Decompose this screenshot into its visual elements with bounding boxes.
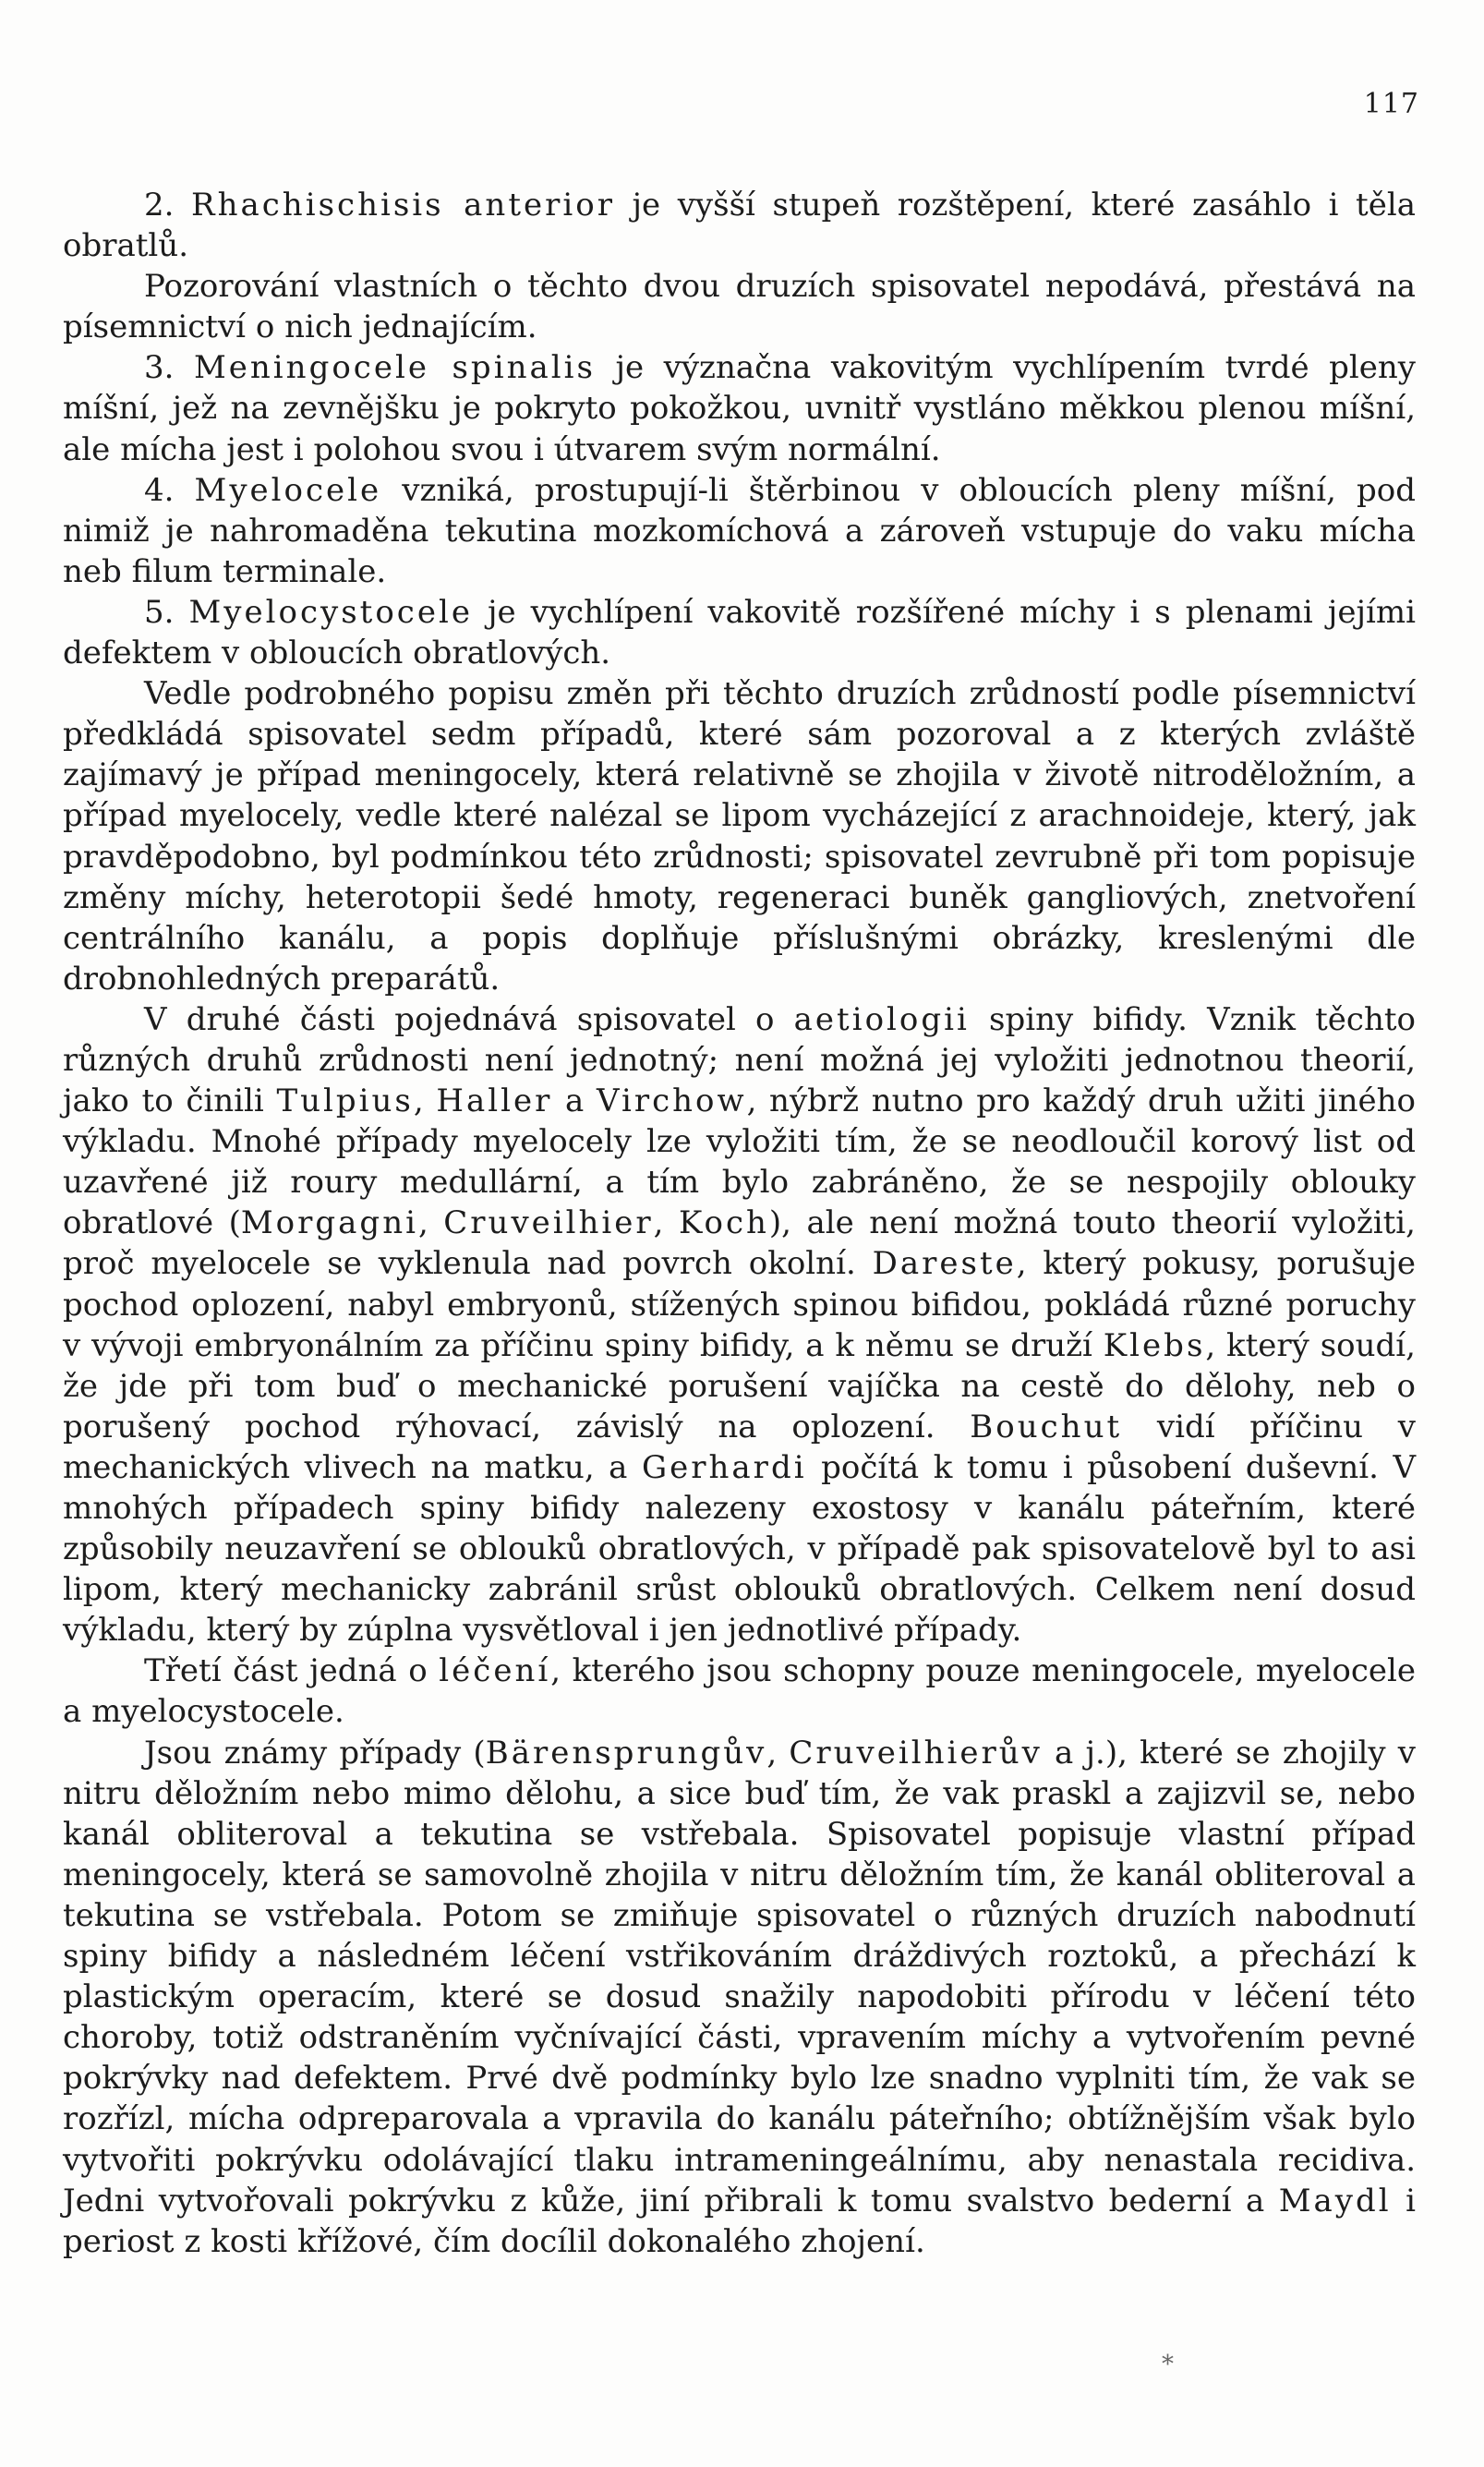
text-run: ,: [653, 1204, 679, 1242]
text-run: a j.), které se zhojily v nitru děložním nebo mimo dělohu, a sice buď tím, že vak praskl a zajizvil se, nebo kanál obliteroval a tekutina se vstřebala. Spisovatel popisuje vlastní případ meningocely, která se samovolně zhojila v nitru děložním tím, že kanál obliteroval a tekutina se vstřebala. Potom se zmiňuje spisovatel o různých druzích nabodnutí spiny bifidy a následném léčení vstřikováním dráždivých roztoků, a přechází k plastickým operacím, které se dosud snažily napodobiti přírodu v léčení této choroby, totiž odstraněním vyčnívající části, vpravením míchy a vytvořením pevné pokrývky nad defektem. Prvé dvě podmínky bylo lze snadno vyplniti tím, že vak se rozřízl, mícha odpreparovala a vpravila do kanálu páteřního; obtížnějším však bylo vytvořiti pokrývku odolávající tlaku intrameningeálnímu, aby nenastala recidiva. Jedni vytvořovali pokrývku z kůže, jiní přibrali k tomu svalstvo bederní a: [63, 1734, 1416, 2219]
name-barensprung: Bärensprungův: [485, 1734, 767, 1772]
name-tulpius: Tulpius: [276, 1082, 414, 1120]
name-klebs: Klebs: [1103, 1326, 1206, 1364]
name-haller: Haller: [436, 1082, 553, 1120]
text-run: počítá k tomu i působení duševní. V mnohých případech spiny bifidy nalezeny exostosy v kanálu páteřním, které způsobily neuzavření se oblouků obratlových, v případě pak spisovatelově byl to asi lipom, který mechanicky zabránil srůst oblouků obratlových. Celkem není dosud výkladu, který by zúplna vysvětloval i jen jednotlivé případy.: [63, 1448, 1416, 1650]
body-text: [63, 185, 1416, 2262]
paragraph-cases: Vedle podrobného popisu změn při těchto druzích zrůdností podle písemnictví předkládá spisovatel sedm případů, které sám pozoroval a z kterých zvláště zajímavý je případ meningocely, která relativně se zhojila v životě nitroděložním, a případ myelocely, vedle které nalézal se lipom vycházející z arachnoideje, který, jak pravděpodobno, byl podmínkou této zrůdnosti; spisovatel zevrubně při tom popisuje změny míchy, heterotopii šedé hmoty, regeneraci buněk gangliových, znetvoření centrálního kanálu, a popis doplňuje příslušnými obrázky, kreslenými dle drobnohledných preparátů.: [63, 675, 1416, 998]
term-myelocele: Myelocele: [194, 471, 382, 509]
text-run: a: [552, 1082, 597, 1120]
paragraph-text: vzniká, prostupují-li štěrbinou v obloucích pleny míšní, pod nimiž je nahromaděna tekutina mozkomíchová a zároveň vstupuje do vaku mícha neb filum terminale.: [63, 471, 1417, 590]
text-run: ,: [417, 1204, 444, 1242]
paragraph-observations: Pozorování vlastních o těchto dvou druzích spisovatel nepodává, přestává na písemnictví o nich jednajícím.: [63, 268, 1416, 346]
paragraph-meningocele: [63, 347, 1416, 469]
name-gerhardi: Gerhardi: [641, 1448, 807, 1486]
paragraph-text: je vychlípení vakovitě rozšířené míchy i s plenami jejími defektem v obloucích obratlových.: [63, 593, 1417, 672]
paragraph-text: je vyšší stupeň rozštěpení, které zasáhlo i těla obratlů.: [63, 187, 1416, 265]
text-run: ), ale není možná touto theorií vyložiti, proč myelocele se vyklenula nad povrch okolní.: [63, 1204, 1416, 1283]
text-run: vidí příčinu v mechanických vlivech na matku, a: [63, 1408, 1416, 1486]
paragraph-aetiology: [63, 999, 1416, 1651]
text-run: , který soudí, že jde při tom buď o mechanické porušení vajíčka na cestě do dělohy, neb o porušený pochod rýhovací, závislý na oplození.: [63, 1326, 1416, 1445]
page-number: 117: [1363, 88, 1419, 120]
item-number: 5.: [144, 593, 175, 631]
term-meningocele: Meningocele spinalis: [193, 349, 596, 387]
paragraph-rhachischisis: [63, 185, 1416, 266]
term-myelocystocele: Myelocystocele: [188, 593, 473, 631]
paragraph-myelocele: [63, 470, 1416, 592]
paragraph-text: je význačna vakovitým vychlípením tvrdé pleny míšní, jež na zevnějšku je pokryto pokožkou, uvnitř vystláno měkkou plenou míšní, ale mícha jest i polohou svou i útvarem svým normální.: [63, 349, 1416, 468]
name-cruveilhieruv: Cruveilhierův: [789, 1734, 1043, 1772]
name-cruveilhier: Cruveilhier: [443, 1204, 654, 1242]
paragraph-myelocystocele: [63, 592, 1416, 673]
text-run: , nýbrž nutno pro každý druh užiti jiného výkladu. Mnohé případy myelocely lze vyložiti tím, že se neodloučil korový list od uzavřené již roury medullární, a tím bylo zabráněno, že se nespojily oblouky obratlové (: [63, 1082, 1416, 1242]
name-morgagni: Morgagni: [240, 1204, 418, 1242]
term-aetiologii: aetiologii: [793, 1000, 970, 1038]
name-virchow: Virchow: [596, 1082, 747, 1120]
text-run: Třetí část jedná o: [144, 1652, 440, 1690]
name-dareste: Dareste: [872, 1245, 1017, 1283]
term-leceni: léčení: [439, 1652, 551, 1690]
term-rhachischisis: Rhachischisis anterior: [191, 187, 615, 224]
item-number: 2.: [144, 187, 175, 224]
name-bouchut: Bouchut: [970, 1408, 1123, 1445]
text-run: , kterého jsou schopny pouze meningocele, myelocele a myelocystocele.: [63, 1652, 1416, 1731]
text-run: Jsou známy případy (: [144, 1734, 486, 1772]
item-number: 3.: [144, 349, 175, 387]
text-run: i periost z kosti křížové, čím docílil dokonalého zhojení.: [63, 2182, 1416, 2260]
text-run: spiny bifidy. Vznik těchto různých druhů zrůdnosti není jednotný; není možná jej vyložiti jednotnou theorií, jako to činili: [63, 1000, 1416, 1120]
text-run: , který pokusy, porušuje pochod oplození, nabyl embryonů, stížených spinou bifidou, pokládá různé poruchy v vývoji embryonálním za příčinu spiny bifidy, a k němu se druží: [63, 1245, 1416, 1364]
item-number: 4.: [144, 471, 175, 509]
text-run: V druhé části pojednává spisovatel o: [144, 1000, 794, 1038]
paragraph-known-cases: [63, 1733, 1416, 2262]
name-maydl: Maydl: [1278, 2182, 1392, 2219]
paragraph-treatment: [63, 1651, 1416, 1732]
name-koch: Koch: [678, 1204, 769, 1242]
footer-mark: *: [1162, 2351, 1174, 2378]
text-run: ,: [413, 1082, 437, 1120]
text-run: ,: [766, 1734, 790, 1772]
